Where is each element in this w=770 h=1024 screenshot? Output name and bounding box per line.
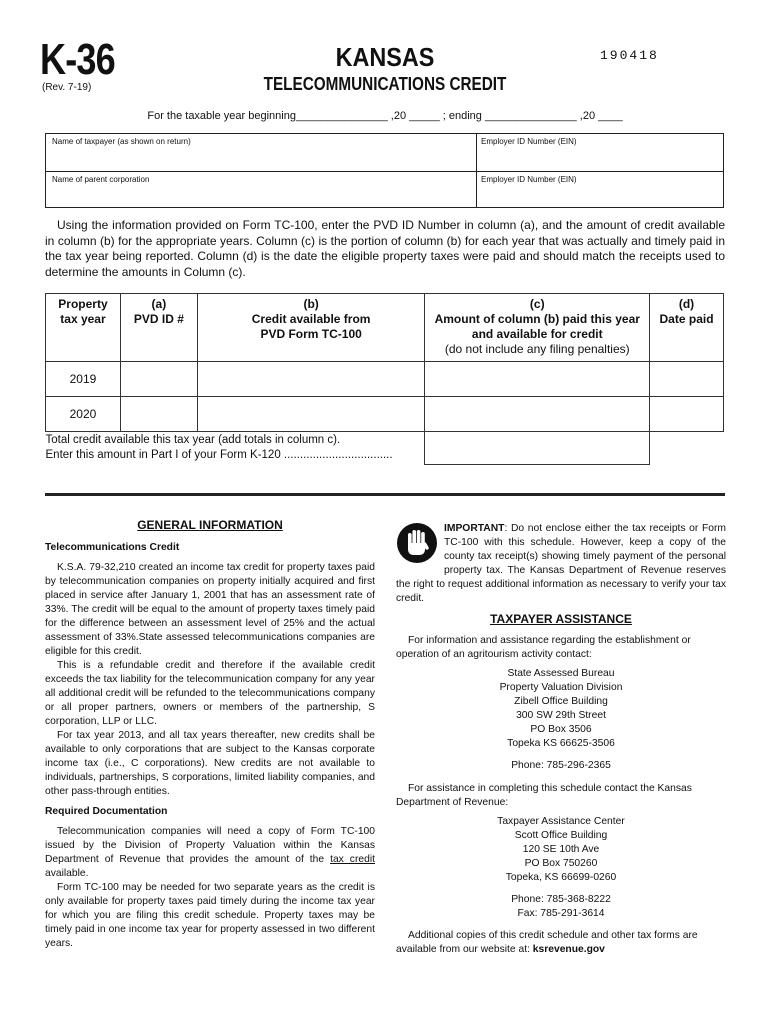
required-docs-subheading: Required Documentation bbox=[45, 806, 168, 817]
amount-paid-input[interactable] bbox=[425, 362, 650, 397]
credit-table bbox=[45, 293, 724, 465]
form-number: K-36 bbox=[40, 35, 115, 84]
date-paid-input[interactable] bbox=[650, 397, 724, 432]
header-amount-paid: (c) Amount of column (b) paid this year and available for credit (do not include any filing penalties) bbox=[425, 294, 650, 362]
table-row bbox=[46, 362, 724, 397]
year-cell: 2020 bbox=[46, 397, 121, 432]
taxpayer-name-field[interactable] bbox=[45, 133, 477, 172]
credit-available-input[interactable] bbox=[197, 362, 425, 397]
general-info-heading: GENERAL INFORMATION bbox=[137, 518, 283, 532]
tax-credit-link[interactable]: tax credit bbox=[330, 854, 375, 865]
instructions-paragraph: Using the information provided on Form TC-100, enter the PVD ID Number in column (a), and the amount of credit available in column (b) for the appropriate years. Column (c) is the portion of column (b) for each year that was actually and timely paid in the tax year being reported. Column (d) is the date the eligible property taxes were paid and should match the receipts used to determine the amounts in Column (c). bbox=[45, 218, 725, 279]
pvd-id-input[interactable] bbox=[120, 362, 197, 397]
credit-available-input[interactable] bbox=[197, 397, 425, 432]
taxpayer-ein-label: Employer ID Number (EIN) bbox=[481, 137, 577, 146]
taxable-year-line: For the taxable year beginning_______________ ,20 _____ ; ending _______________ ,20 ____ bbox=[147, 110, 623, 122]
header-pvd-id: (a) PVD ID # bbox=[120, 294, 197, 362]
parent-ein-field[interactable] bbox=[475, 170, 724, 208]
year-cell: 2019 bbox=[46, 362, 121, 397]
date-paid-input[interactable] bbox=[650, 362, 724, 397]
revision-date: (Rev. 7-19) bbox=[42, 82, 92, 93]
parent-name-field[interactable] bbox=[45, 170, 477, 208]
general-paragraph: Form TC-100 may be needed for two separate years as the credit is only available for property taxes paid timely during the income tax year for which you are filing this credit schedule. Property taxes may be timely paid in one income tax year for property assessed in two different years. bbox=[45, 882, 375, 949]
general-paragraph: This is a refundable credit and therefore if the available credit exceeds the tax liability for the telecommunication company for any year all additional credit will be refunded to the telecommunications company or all proper partners, owners or members of the partnership, S corporation, LLP or LLC. bbox=[45, 660, 375, 727]
pvd-id-input[interactable] bbox=[120, 397, 197, 432]
total-row bbox=[46, 432, 724, 465]
total-label: Total credit available this tax year (add totals in column c). Enter this amount in Part I of your Form K-120 .................................. bbox=[46, 432, 425, 465]
kdor-fax: Fax: 785-291-3614 bbox=[517, 908, 605, 919]
taxpayer-assistance bbox=[396, 612, 726, 957]
assistance-paragraph: For assistance in completing this schedule contact the Kansas Department of Revenue: bbox=[396, 783, 692, 808]
important-notice bbox=[396, 522, 726, 606]
parent-name-label: Name of parent corporation bbox=[52, 175, 150, 184]
general-paragraph: K.S.A. 79-32,210 created an income tax credit for property taxes paid by telecommunication companies on property initially acquired and first placed in service after January 1, 2001 that has an assessment rate of 33%. The credit will be equal to the amount of property taxes timely paid for the difference between an assessment level of 25% and the actual assessment of 33%.State assessed telecommunications companies are eligible for this credit. bbox=[45, 562, 375, 657]
header-date-paid: (d) Date paid bbox=[650, 294, 724, 362]
section-divider bbox=[45, 493, 725, 496]
total-credit-input[interactable] bbox=[425, 432, 650, 465]
taxpayer-name-label: Name of taxpayer (as shown on return) bbox=[52, 137, 191, 146]
assistance-heading: TAXPAYER ASSISTANCE bbox=[490, 612, 632, 626]
pvd-phone: Phone: 785-296-2365 bbox=[511, 760, 611, 771]
general-paragraph: Telecommunication companies will need a copy of Form TC-100 issued by the Division of Property Valuation within the Kansas Department of Revenue that provides the amount of the tax credit available. bbox=[45, 826, 375, 879]
table-row bbox=[46, 397, 724, 432]
general-information bbox=[45, 518, 375, 951]
telecom-credit-subheading: Telecommunications Credit bbox=[45, 542, 180, 553]
pvd-address: State Assessed Bureau Property Valuation Division Zibell Office Building 300 SW 29th Street PO Box 3506 Topeka KS 66625-3506 bbox=[499, 668, 623, 749]
taxpayer-ein-field[interactable] bbox=[475, 133, 724, 172]
parent-ein-label: Employer ID Number (EIN) bbox=[481, 175, 577, 184]
kdor-phone: Phone: 785-368-8222 bbox=[511, 894, 611, 905]
state-title: KANSAS bbox=[335, 42, 435, 72]
amount-paid-input[interactable] bbox=[425, 397, 650, 432]
important-text: IMPORTANT: Do not enclose either the tax receipts or Form TC-100 with this schedule. However, keep a copy of the county tax receipt(s) showing timely payment of the personal property tax. The Kansas Department of Revenue reserves the right to request additional information as necessary to verify your tax credit. bbox=[396, 523, 726, 604]
header-property-year: Property tax year bbox=[46, 294, 121, 362]
website-paragraph: Additional copies of this credit schedule and other tax forms are available from our website at: ksrevenue.gov bbox=[396, 930, 698, 955]
header-credit-available: (b) Credit available from PVD Form TC-100 bbox=[197, 294, 425, 362]
kdor-address: Taxpayer Assistance Center Scott Office Building 120 SE 10th Ave PO Box 750260 Topeka, KS 66699-0260 bbox=[497, 816, 625, 883]
website-link[interactable]: ksrevenue.gov bbox=[532, 944, 605, 955]
form-code: 190418 bbox=[600, 48, 659, 63]
stop-hand-icon bbox=[396, 522, 438, 564]
general-paragraph: For tax year 2013, and all tax years thereafter, new credits shall be available to only corporations that are subject to the Kansas corporate income tax (i.e., C corporations). New credits are not available to individuals, partnerships, S corporations, limited liability companies, and other pass-through entities. bbox=[45, 730, 375, 797]
assistance-paragraph: For information and assistance regarding the establishment or operation of an agritourism activity contact: bbox=[396, 635, 691, 660]
form-title: TELECOMMUNICATIONS CREDIT bbox=[263, 74, 507, 94]
